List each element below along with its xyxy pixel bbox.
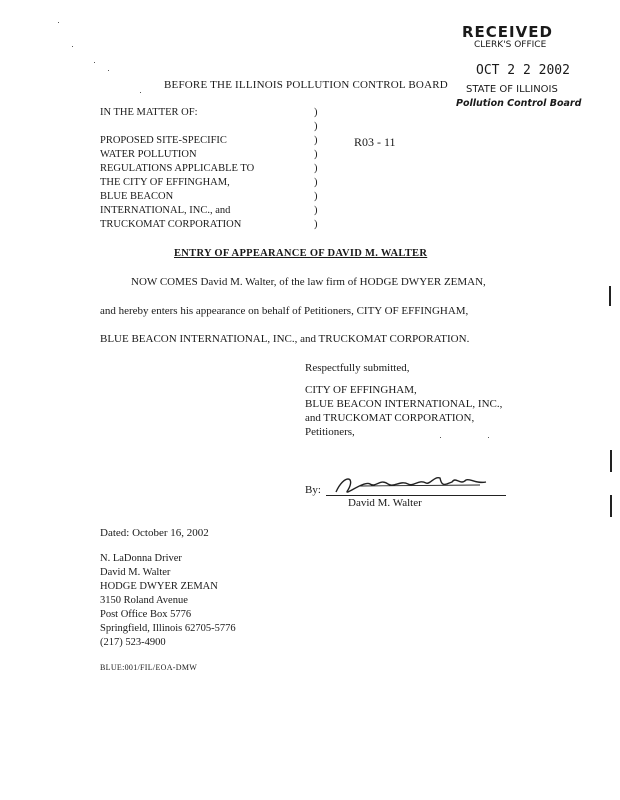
caption-paren: ) [314, 135, 318, 146]
caption-paren: ) [314, 191, 318, 202]
closing-text: Respectfully submitted, [305, 362, 410, 374]
caption-paren: ) [314, 177, 318, 188]
received-stamp-board: Pollution Control Board [456, 98, 582, 109]
case-number: R03 - 11 [354, 135, 396, 149]
received-stamp-office: CLERK'S OFFICE [474, 40, 547, 50]
caption-line: WATER POLLUTION [100, 149, 197, 160]
caption-paren: ) [314, 149, 318, 160]
scan-speck [488, 437, 489, 438]
party-line: Petitioners, [305, 426, 355, 438]
caption-line: PROPOSED SITE-SPECIFIC [100, 135, 227, 146]
caption-paren: ) [314, 163, 318, 174]
scan-speck [58, 22, 59, 23]
caption-line: THE CITY OF EFFINGHAM, [100, 177, 230, 188]
address-line: 3150 Roland Avenue [100, 595, 188, 606]
dated-line: Dated: October 16, 2002 [100, 527, 209, 539]
caption-paren: ) [314, 107, 318, 118]
address-line: Post Office Box 5776 [100, 609, 192, 620]
address-line: Springfield, Illinois 62705-5776 [100, 623, 236, 634]
party-line: and TRUCKOMAT CORPORATION, [305, 412, 475, 424]
party-line: CITY OF EFFINGHAM, [305, 384, 417, 396]
scan-mark [610, 450, 612, 472]
party-line: BLUE BEACON INTERNATIONAL, INC., [305, 398, 503, 410]
scan-speck [108, 70, 109, 71]
caption-paren: ) [314, 121, 318, 132]
address-line: HODGE DWYER ZEMAN [100, 581, 218, 592]
caption-line: INTERNATIONAL, INC., and [100, 205, 231, 216]
address-line: N. LaDonna Driver [100, 553, 182, 564]
body-paragraph-line: and hereby enters his appearance on behalf of Petitioners, CITY OF EFFINGHAM, [100, 305, 469, 317]
scan-speck [440, 437, 441, 438]
body-paragraph-line: BLUE BEACON INTERNATIONAL, INC., and TRUCKOMAT CORPORATION. [100, 333, 470, 345]
by-label: By: [305, 484, 321, 496]
caption-line: IN THE MATTER OF: [100, 107, 198, 118]
document-heading: BEFORE THE ILLINOIS POLLUTION CONTROL BOARD [164, 79, 448, 91]
caption-line: REGULATIONS APPLICABLE TO [100, 163, 255, 174]
scan-speck [140, 92, 141, 93]
caption-line: BLUE BEACON [100, 191, 174, 202]
signer-name: David M. Walter [348, 497, 422, 509]
received-stamp-title: RECEIVED [462, 23, 553, 41]
received-stamp-state: STATE OF ILLINOIS [466, 84, 558, 95]
received-stamp-date: OCT 2 2 2002 [476, 63, 570, 78]
address-line: David M. Walter [100, 567, 171, 578]
scan-speck [94, 62, 95, 63]
caption-line: TRUCKOMAT CORPORATION [100, 219, 242, 230]
scan-mark [609, 286, 611, 306]
body-paragraph-line: NOW COMES David M. Walter, of the law firm of HODGE DWYER ZEMAN, [131, 276, 486, 288]
caption-paren: ) [314, 219, 318, 230]
entry-title: ENTRY OF APPEARANCE OF DAVID M. WALTER [174, 248, 428, 259]
handwritten-signature [330, 470, 500, 498]
signature-line [326, 495, 506, 496]
scan-mark [610, 495, 612, 517]
caption-paren: ) [314, 205, 318, 216]
scan-speck [72, 46, 73, 47]
address-line: (217) 523-4900 [100, 637, 166, 648]
document-reference: BLUE:001/FIL/EOA-DMW [100, 663, 198, 672]
